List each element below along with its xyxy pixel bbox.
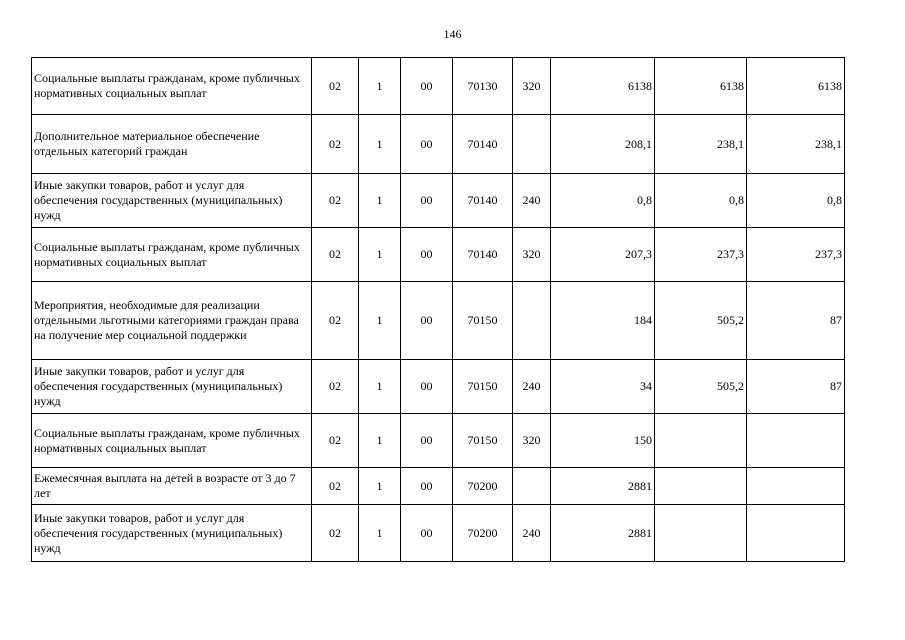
row-value-1: 184 [551, 282, 655, 360]
row-code-4: 70150 [453, 360, 513, 414]
row-code-4: 70200 [453, 505, 513, 562]
row-value-2: 237,3 [655, 228, 747, 282]
table-row [32, 468, 845, 505]
table-row [32, 505, 845, 562]
row-code-2: 1 [359, 174, 401, 228]
row-value-2 [655, 468, 747, 505]
row-code-1: 02 [312, 115, 359, 174]
row-code-3: 00 [401, 414, 453, 468]
row-value-3 [747, 505, 845, 562]
row-code-3: 00 [401, 58, 453, 115]
table-row [32, 228, 845, 282]
row-name: Иные закупки товаров, работ и услуг для обеспечения государственных (муниципальных) нужд [32, 505, 312, 562]
row-code-1: 02 [312, 505, 359, 562]
row-code-5: 240 [513, 174, 551, 228]
row-value-1: 2881 [551, 468, 655, 505]
table-row [32, 115, 845, 174]
row-value-2: 505,2 [655, 282, 747, 360]
row-code-2: 1 [359, 58, 401, 115]
table-row [32, 58, 845, 115]
row-code-4: 70140 [453, 115, 513, 174]
row-code-5 [513, 468, 551, 505]
row-code-5: 240 [513, 505, 551, 562]
row-code-5 [513, 282, 551, 360]
table-row [32, 174, 845, 228]
row-code-1: 02 [312, 282, 359, 360]
row-code-2: 1 [359, 228, 401, 282]
row-code-1: 02 [312, 174, 359, 228]
row-code-4: 70150 [453, 414, 513, 468]
row-code-3: 00 [401, 228, 453, 282]
page-number: 146 [443, 27, 462, 41]
row-value-2 [655, 505, 747, 562]
row-name: Мероприятия, необходимые для реализации отдельными льготными категориями граждан права на получение мер социальной поддержки [32, 282, 312, 360]
row-code-2: 1 [359, 282, 401, 360]
row-value-2: 505,2 [655, 360, 747, 414]
row-value-3: 238,1 [747, 115, 845, 174]
row-name: Социальные выплаты гражданам, кроме публичных нормативных социальных выплат [32, 228, 312, 282]
row-value-2: 6138 [655, 58, 747, 115]
budget-table [31, 57, 845, 562]
row-code-1: 02 [312, 468, 359, 505]
row-value-1: 207,3 [551, 228, 655, 282]
row-code-2: 1 [359, 468, 401, 505]
row-code-3: 00 [401, 505, 453, 562]
row-name: Социальные выплаты гражданам, кроме публичных нормативных социальных выплат [32, 414, 312, 468]
row-name: Дополнительное материальное обеспечение отдельных категорий граждан [32, 115, 312, 174]
row-value-1: 0,8 [551, 174, 655, 228]
row-code-1: 02 [312, 228, 359, 282]
row-code-2: 1 [359, 505, 401, 562]
row-code-4: 70140 [453, 228, 513, 282]
row-value-3: 87 [747, 360, 845, 414]
row-value-3: 87 [747, 282, 845, 360]
row-code-1: 02 [312, 414, 359, 468]
row-value-1: 34 [551, 360, 655, 414]
row-code-5: 320 [513, 58, 551, 115]
row-value-2 [655, 414, 747, 468]
row-value-3: 237,3 [747, 228, 845, 282]
row-code-5 [513, 115, 551, 174]
row-code-4: 70150 [453, 282, 513, 360]
row-value-3 [747, 414, 845, 468]
row-value-1: 6138 [551, 58, 655, 115]
row-value-3 [747, 468, 845, 505]
row-value-3: 0,8 [747, 174, 845, 228]
table-row [32, 282, 845, 360]
row-code-2: 1 [359, 115, 401, 174]
row-code-4: 70130 [453, 58, 513, 115]
row-value-1: 2881 [551, 505, 655, 562]
row-value-2: 238,1 [655, 115, 747, 174]
row-code-4: 70200 [453, 468, 513, 505]
row-code-3: 00 [401, 360, 453, 414]
row-name: Иные закупки товаров, работ и услуг для обеспечения государственных (муниципальных) нужд [32, 360, 312, 414]
row-code-1: 02 [312, 360, 359, 414]
row-code-1: 02 [312, 58, 359, 115]
row-code-5: 320 [513, 414, 551, 468]
row-value-1: 208,1 [551, 115, 655, 174]
row-value-1: 150 [551, 414, 655, 468]
row-name: Ежемесячная выплата на детей в возрасте от 3 до 7 лет [32, 468, 312, 505]
row-code-2: 1 [359, 360, 401, 414]
row-code-3: 00 [401, 115, 453, 174]
row-code-3: 00 [401, 174, 453, 228]
row-code-2: 1 [359, 414, 401, 468]
row-code-5: 240 [513, 360, 551, 414]
row-code-3: 00 [401, 468, 453, 505]
row-name: Социальные выплаты гражданам, кроме публичных нормативных социальных выплат [32, 58, 312, 115]
row-code-3: 00 [401, 282, 453, 360]
row-name: Иные закупки товаров, работ и услуг для обеспечения государственных (муниципальных) нужд [32, 174, 312, 228]
row-value-2: 0,8 [655, 174, 747, 228]
row-value-3: 6138 [747, 58, 845, 115]
row-code-5: 320 [513, 228, 551, 282]
table-row [32, 360, 845, 414]
row-code-4: 70140 [453, 174, 513, 228]
table-row [32, 414, 845, 468]
